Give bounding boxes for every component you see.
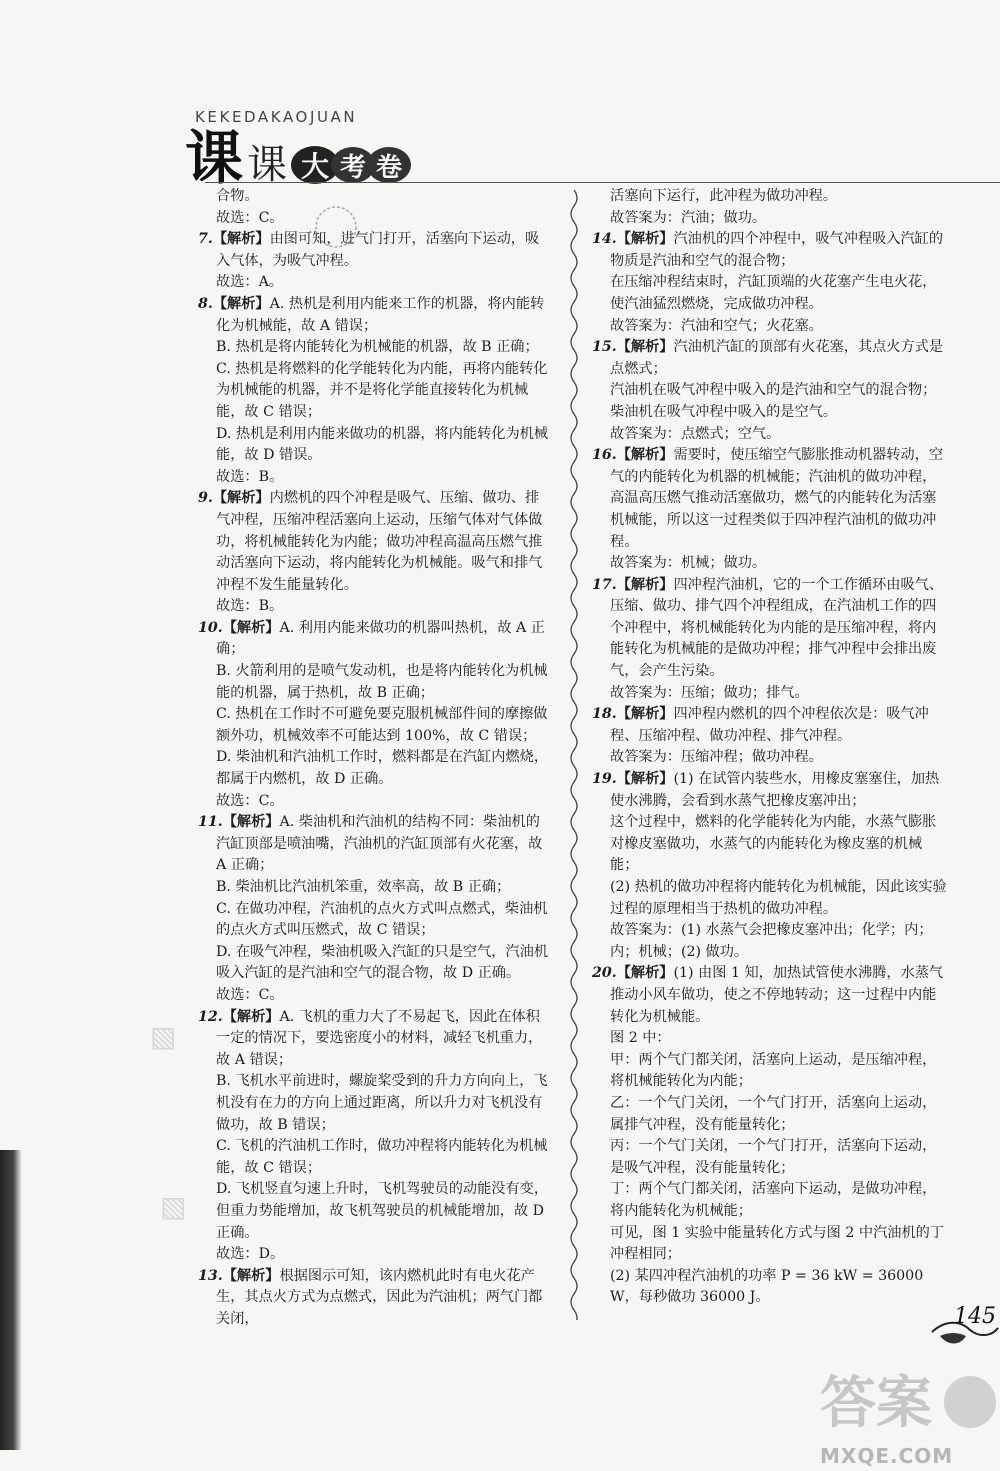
answer-text: 根据图示可知，该内燃机此时有电火花产生，其点火方式为点燃式，因此为汽油机；两气门都关闭，	[216, 1267, 543, 1327]
answer-line: 故选：B。	[216, 468, 284, 485]
svg-text:卷: 卷	[376, 153, 403, 183]
brand-latin-text: KEKEDAKAOJUAN	[195, 108, 358, 126]
watermark-text: MXQE.COM	[820, 1444, 954, 1468]
answer-first-line	[592, 769, 947, 812]
question-number: 19.	[592, 771, 617, 788]
answer-line: C. 飞机的汽油机工作时，做功冲程将内能转化为机械能，故 C 错误；	[216, 1138, 548, 1176]
answer-line: 汽油机在吸气冲程中吸入的是汽油和空气的混合物；	[610, 382, 937, 399]
answer-line: C. 热机在工作时不可避免要克服机械部件间的摩擦做额外功，机械效率不可能达到 100%，故 C 错误；	[216, 706, 548, 744]
header-rule	[205, 182, 1000, 183]
site-watermark	[820, 1360, 1000, 1470]
analysis-tag: 【解析】	[212, 231, 270, 248]
answer-line: 故答案为：汽油；做功。	[610, 209, 767, 226]
answer-item	[592, 769, 947, 963]
answer-line: 故答案为：压缩冲程；做功冲程。	[610, 749, 823, 766]
question-number: 16.	[592, 447, 617, 464]
answer-text: 四冲程内燃机的四个冲程依次是：吸气冲程、压缩冲程、做功冲程、排气冲程。	[610, 706, 929, 744]
analysis-tag: 【解析】	[222, 619, 280, 636]
answer-item	[198, 1007, 553, 1266]
answer-item	[198, 488, 553, 618]
answer-line: C. 在做功冲程，汽油机的点火方式叫点燃式，柴油机的点火方式叫压燃式，故 C 错误；	[216, 900, 548, 939]
answer-item	[592, 445, 947, 575]
answer-line: 柴油机在吸气冲程中吸入的是空气。	[610, 403, 838, 420]
answer-first-line	[198, 294, 553, 337]
analysis-tag: 【解析】	[212, 295, 270, 312]
question-number: 13.	[198, 1267, 223, 1284]
answer-first-line	[592, 575, 947, 683]
question-number: 18.	[592, 706, 617, 723]
page-number: 145	[954, 1304, 996, 1329]
answer-line: 故答案为：(1) 水蒸气会把橡皮塞冲出；化学；内；内；机械；(2) 做功。	[610, 922, 933, 960]
answer-text: (1) 在试管内装些水，用橡皮塞塞住，加热使水沸腾，会看到水蒸气把橡皮塞冲出；	[610, 771, 940, 809]
question-number: 8.	[198, 295, 213, 312]
answer-line: 在压缩冲程结束时，汽缸顶端的火花塞产生电火花，使汽油猛烈燃烧，完成做功冲程。	[610, 274, 937, 312]
answer-line: 丁：两个气门都关闭，活塞向下运动，是做功冲程，将内能转化为机械能；	[610, 1181, 937, 1219]
answer-line: B. 飞机水平前进时，螺旋桨受到的升力方向向上，飞机没有在力的方向上通过距离，所以升力对飞机没有做功，故 B 错误；	[216, 1073, 548, 1133]
answer-line: 故选：C。	[216, 792, 284, 809]
answer-line: 乙：一个气门关闭，一个气门打开，活塞向上运动，属排气冲程，没有能量转化；	[610, 1094, 937, 1133]
answer-text: A. 飞机的重力大了不易起飞，因此在体积一定的情况下，要选密度小的材料，减轻飞机重力，故 A 错误；	[216, 1008, 543, 1068]
answer-line: D. 飞机竖直匀速上升时，飞机驾驶员的动能没有变，但重力势能增加，故飞机驾驶员的机械能增加，故 D 正确。	[216, 1181, 549, 1241]
scan-page-edge	[0, 1150, 22, 1450]
answer-line: B. 热机是将内能转化为机械能的机器，故 B 正确；	[216, 339, 539, 356]
faint-watermark: ▧	[160, 1190, 187, 1223]
faint-watermark: ▧	[150, 1020, 177, 1053]
book-header	[185, 100, 1000, 190]
answer-line: 故选：C。	[216, 986, 284, 1003]
svg-text:答案: 答案	[820, 1371, 932, 1436]
question-number: 15.	[592, 339, 617, 356]
book-logo	[185, 120, 425, 190]
answer-text: 四冲程汽油机，它的一个工作循环由吸气、压缩、做功、排气四个冲程组成，在汽油机工作的四个冲程中，将机械能转化为内能的是压缩冲程，将内能转化为机械能的是做功冲程；排气冲程中会排出废气，会产生污染。	[610, 576, 944, 680]
answer-first-line	[198, 1007, 553, 1072]
analysis-tag: 【解析】	[222, 1267, 280, 1284]
question-number: 9.	[198, 490, 213, 507]
right-column	[592, 186, 947, 1309]
analysis-tag: 【解析】	[616, 339, 674, 356]
answer-line: 甲：两个气门都关闭，活塞向上运动，是压缩冲程，将机械能转化为内能；	[610, 1051, 937, 1090]
analysis-tag: 【解析】	[616, 576, 674, 593]
answer-line: (2) 某四冲程汽油机的功率 P = 36 kW = 36000 W，每秒做功 36000 J。	[610, 1267, 928, 1306]
answer-line: D. 柴油机和汽油机工作时，燃料都是在汽缸内燃烧，都属于内燃机，故 D 正确。	[216, 749, 549, 788]
analysis-tag: 【解析】	[616, 965, 674, 982]
answer-first-line	[198, 812, 553, 877]
answer-line: C. 热机是将燃料的化学能转化为内能，再将内能转化为机械能的机器，并不是将化学能直接转化为机械能，故 C 错误；	[216, 360, 548, 420]
answer-line: 图 2 中：	[610, 1030, 671, 1047]
svg-text:大: 大	[301, 150, 330, 183]
answer-first-line	[198, 1266, 553, 1331]
left-column	[198, 186, 553, 1330]
question-number: 12.	[198, 1008, 223, 1025]
answer-first-line	[198, 618, 553, 661]
answer-first-line	[592, 445, 947, 553]
answer-item	[592, 963, 947, 1309]
analysis-tag: 【解析】	[616, 771, 674, 788]
answer-line: 故答案为：汽油和空气；火花塞。	[610, 317, 823, 334]
answer-line: 故答案为：点燃式；空气。	[610, 425, 781, 442]
answer-first-line	[592, 704, 947, 747]
answer-line: (2) 热机的做功冲程将内能转化为机械能，因此该实验过程的原理相当于热机的做功冲程。	[610, 879, 947, 917]
analysis-tag: 【解析】	[222, 1008, 280, 1025]
answer-first-line	[198, 488, 553, 596]
answer-first-line	[592, 337, 947, 380]
answer-line: 故选：C。	[216, 209, 284, 226]
answer-line: 丙：一个气门关闭，一个气门打开，活塞向下运动，是吸气冲程，没有能量转化；	[610, 1138, 937, 1176]
answer-item	[592, 575, 947, 705]
svg-text:考: 考	[340, 153, 367, 183]
question-number: 20.	[592, 965, 617, 982]
analysis-tag: 【解析】	[212, 490, 270, 507]
answer-first-line	[592, 229, 947, 272]
question-number: 10.	[198, 619, 223, 636]
answer-text: A. 利用内能来做功的机器叫热机，故 A 正确；	[216, 619, 545, 658]
analysis-tag: 【解析】	[616, 447, 674, 464]
answer-text: 由图可知，进气门打开，活塞向下运动，吸入气体，为吸气冲程。	[216, 231, 540, 269]
answer-item	[198, 1266, 553, 1331]
answer-item	[592, 229, 947, 337]
svg-text:课: 课	[185, 124, 244, 190]
answer-line: 活塞向下运行，此冲程为做功冲程。	[610, 188, 838, 204]
answer-text: (1) 由图 1 知，加热试管使水沸腾，水蒸气推动小风车做功，使之不停地转动；这一过程中内能转化为机械能。	[610, 965, 944, 1025]
answer-item	[592, 704, 947, 769]
answer-line: 故选：B。	[216, 598, 284, 615]
answer-line: 故答案为：压缩；做功；排气。	[610, 684, 809, 701]
question-number: 11.	[198, 814, 223, 831]
answer-first-line	[198, 229, 553, 272]
answer-text: A. 热机是利用内能来工作的机器，将内能转化为机械能，故 A 错误；	[216, 295, 545, 334]
question-number: 17.	[592, 576, 617, 593]
answer-line: 故选：D。	[216, 1246, 285, 1263]
page-number-ornament	[930, 1302, 1000, 1352]
question-number: 7.	[198, 231, 213, 248]
column-divider	[567, 190, 581, 1320]
answer-line: 这个过程中，燃料的化学能转化为内能，水蒸气膨胀对橡皮塞做功，水蒸气的内能转化为橡皮塞的机械能；	[610, 814, 937, 874]
answer-text: 汽油机汽缸的顶部有火花塞，其点火方式是点燃式；	[610, 339, 944, 377]
answer-item	[198, 294, 553, 488]
answer-text: A. 柴油机和汽油机的结构不同：柴油机的汽缸顶部是喷油嘴，汽油机的汽缸顶部有火花塞，故 A 正确；	[216, 814, 547, 874]
answer-line: 可见，图 1 实验中能量转化方式与图 2 中汽油机的丁冲程相同；	[610, 1224, 945, 1263]
answer-item	[592, 186, 947, 229]
answer-item	[592, 337, 947, 445]
answer-line: 合物。	[216, 188, 259, 204]
answer-line: D. 热机是利用内能来做功的机器，将内能转化为机械能，故 D 错误。	[216, 425, 549, 464]
analysis-tag: 【解析】	[222, 814, 280, 831]
answer-item	[198, 229, 553, 294]
answer-line: D. 在吸气冲程，柴油机吸入汽缸的只是空气，汽油机吸入汽缸的是汽油和空气的混合物，故 D 正确。	[216, 943, 549, 982]
question-number: 14.	[592, 231, 617, 248]
analysis-tag: 【解析】	[616, 231, 674, 248]
watermark-logo-icon	[820, 1360, 1000, 1445]
answer-line: 故选：A。	[216, 274, 283, 291]
answer-item	[198, 186, 553, 229]
svg-text:课: 课	[247, 142, 287, 188]
answer-item	[198, 812, 553, 1006]
analysis-tag: 【解析】	[616, 706, 674, 723]
answer-text: 需要时，使压缩空气膨胀推动机器转动，空气的内能转化为机器的机械能；汽油机的做功冲程，高温高压燃气推动活塞做功，燃气的内能转化为活塞机械能，所以这一过程类似于四冲程汽油机的做功冲程。	[610, 447, 944, 550]
answer-item	[198, 618, 553, 812]
answer-line: B. 火箭利用的是喷气发动机，也是将内能转化为机械能的机器，属于热机，故 B 正确；	[216, 663, 548, 701]
answer-text: 汽油机的四个冲程中，吸气冲程吸入汽缸的物质是汽油和空气的混合物；	[610, 231, 944, 269]
answer-text: 内燃机的四个冲程是吸气、压缩、做功、排气冲程，压缩冲程活塞向上运动，压缩气体对气体做功，将机械能转化为内能；做功冲程高温高压燃气推动活塞向下运动，将内能转化为机械能。吸气和排气冲程不发生能量转化。	[216, 490, 543, 593]
answer-line: 故答案为：机械；做功。	[610, 555, 767, 572]
answer-first-line	[592, 963, 947, 1028]
answer-line: B. 柴油机比汽油机笨重，效率高，故 B 正确；	[216, 879, 511, 895]
